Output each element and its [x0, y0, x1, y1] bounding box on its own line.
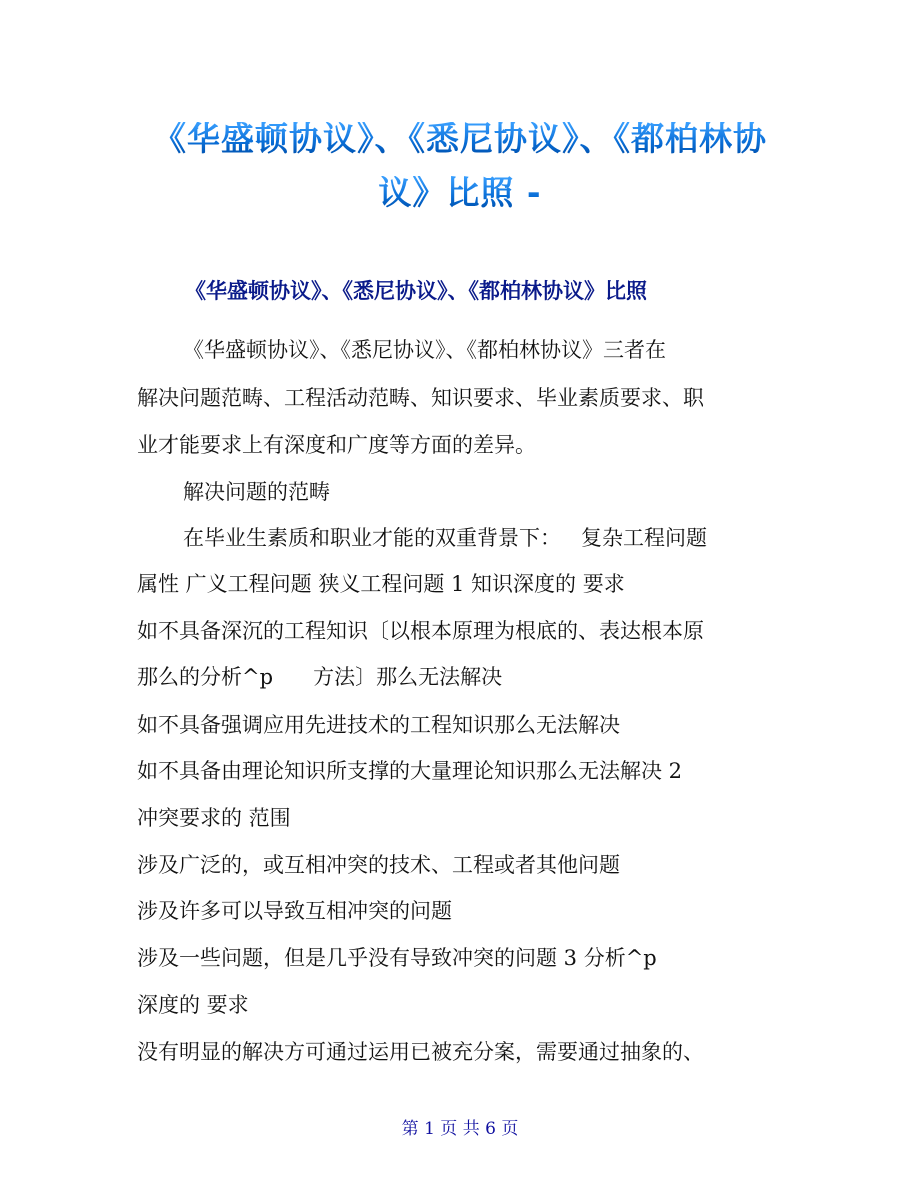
paragraph-line: 如不具备由理论知识所支撑的大量理论知识那么无法解决 2: [137, 759, 683, 783]
paragraph-line: 解决问题范畴、工程活动范畴、知识要求、毕业素质要求、职: [137, 386, 704, 410]
paragraph-line: 涉及一些问题，但是几乎没有导致冲突的问题 3 分析^p: [137, 946, 657, 970]
document-subtitle: 《华盛顿协议》、《悉尼协议》、《都柏林协议》比照: [185, 279, 647, 303]
paragraph-line: 《华盛顿协议》、《悉尼协议》、《都柏林协议》三者在: [183, 338, 666, 362]
document-title-line-1: 《华盛顿协议》、《悉尼协议》、《都柏林协: [80, 122, 840, 155]
paragraph-line: 没有明显的解决方可通过运用已被充分案，需要通过抽象的、: [137, 1040, 704, 1064]
paragraph-line: 涉及广泛的，或互相冲突的技术、工程或者其他问题: [137, 853, 620, 877]
paragraph-line: 属性 广义工程问题 狭义工程问题 1 知识深度的 要求: [137, 572, 625, 596]
document-title-line-2: 议》比照 -: [80, 176, 840, 209]
paragraph-line: 业才能要求上有深度和广度等方面的差异。: [137, 433, 536, 457]
paragraph-line: 涉及许多可以导致互相冲突的问题: [137, 899, 452, 923]
paragraph-line: 深度的 要求: [137, 993, 249, 1017]
paragraph-line: 冲突要求的 范围: [137, 806, 291, 830]
paragraph-line: 如不具备深沉的工程知识〔以根本原理为根底的、表达根本原: [137, 619, 704, 643]
page-number-footer: 第 1 页 共 6 页: [401, 1119, 519, 1139]
paragraph-line: 如不具备强调应用先进技术的工程知识那么无法解决: [137, 713, 620, 737]
paragraph-line: 在毕业生素质和职业才能的双重背景下： 复杂工程问题: [183, 526, 708, 550]
paragraph-line: 那么的分析^p 方法〕那么无法解决: [137, 665, 503, 689]
section-heading: 解决问题的范畴: [183, 480, 330, 504]
